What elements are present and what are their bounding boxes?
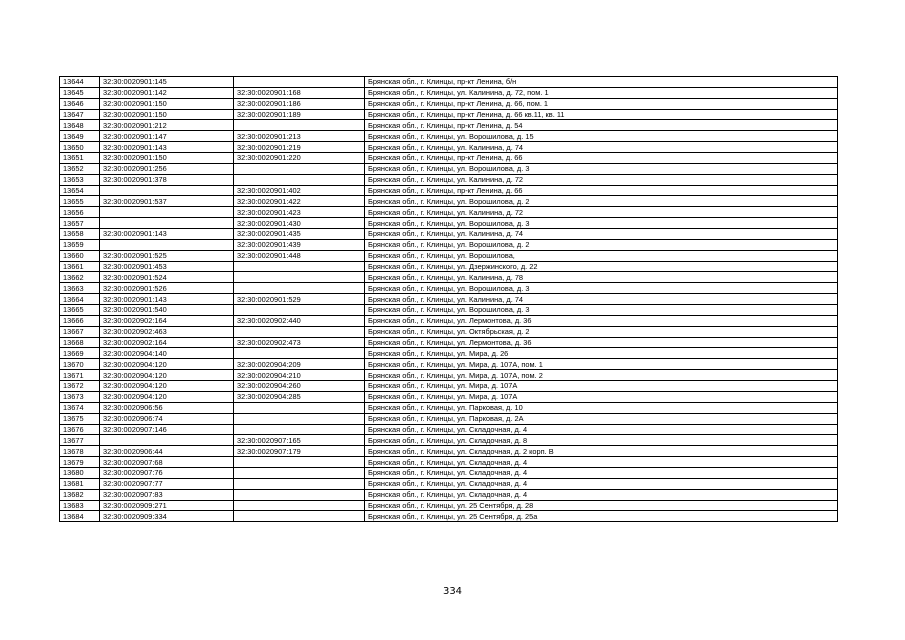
object-cadastral-cell <box>234 500 365 511</box>
address-cell: Брянская обл., г. Клинцы, ул. 25 Сентября, д. 25а <box>365 511 838 522</box>
address-cell: Брянская обл., г. Клинцы, ул. Дзержинского, д. 22 <box>365 261 838 272</box>
cadastral-number-cell: 32:30:0020906:56 <box>100 402 234 413</box>
cadastral-number-cell: 32:30:0020902:164 <box>100 315 234 326</box>
address-cell: Брянская обл., г. Клинцы, пр-кт Ленина, д. 66 <box>365 185 838 196</box>
object-cadastral-cell: 32:30:0020907:179 <box>234 446 365 457</box>
row-number-cell: 13669 <box>60 348 100 359</box>
object-cadastral-cell <box>234 120 365 131</box>
row-number-cell: 13655 <box>60 196 100 207</box>
cadastral-number-cell: 32:30:0020907:76 <box>100 467 234 478</box>
object-cadastral-cell: 32:30:0020904:285 <box>234 391 365 402</box>
row-number-cell: 13666 <box>60 315 100 326</box>
cadastral-number-cell: 32:30:0020907:77 <box>100 478 234 489</box>
address-cell: Брянская обл., г. Клинцы, пр-кт Ленина, б/н <box>365 77 838 88</box>
cadastral-number-cell: 32:30:0020901:143 <box>100 142 234 153</box>
object-cadastral-cell: 32:30:0020901:439 <box>234 239 365 250</box>
table-row <box>60 402 838 413</box>
object-cadastral-cell: 32:30:0020901:219 <box>234 142 365 153</box>
row-number-cell: 13674 <box>60 402 100 413</box>
table-row <box>60 250 838 261</box>
row-number-cell: 13682 <box>60 489 100 500</box>
row-number-cell: 13658 <box>60 229 100 240</box>
cadastral-number-cell: 32:30:0020901:150 <box>100 153 234 164</box>
row-number-cell: 13684 <box>60 511 100 522</box>
object-cadastral-cell <box>234 272 365 283</box>
address-cell: Брянская обл., г. Клинцы, ул. Мира, д. 107А, пом. 2 <box>365 370 838 381</box>
row-number-cell: 13651 <box>60 153 100 164</box>
table-row <box>60 435 838 446</box>
row-number-cell: 13656 <box>60 207 100 218</box>
table-row <box>60 511 838 522</box>
table-row <box>60 359 838 370</box>
row-number-cell: 13670 <box>60 359 100 370</box>
address-cell: Брянская обл., г. Клинцы, пр-кт Ленина, д. 66 <box>365 153 838 164</box>
cadastral-number-cell: 32:30:0020901:378 <box>100 174 234 185</box>
object-cadastral-cell <box>234 348 365 359</box>
cadastral-number-cell: 32:30:0020902:164 <box>100 337 234 348</box>
object-cadastral-cell: 32:30:0020901:220 <box>234 153 365 164</box>
object-cadastral-cell <box>234 424 365 435</box>
row-number-cell: 13677 <box>60 435 100 446</box>
cadastral-number-cell: 32:30:0020902:463 <box>100 326 234 337</box>
cadastral-number-cell <box>100 239 234 250</box>
row-number-cell: 13650 <box>60 142 100 153</box>
address-cell: Брянская обл., г. Клинцы, ул. Мира, д. 26 <box>365 348 838 359</box>
object-cadastral-cell: 32:30:0020901:402 <box>234 185 365 196</box>
cadastral-number-cell: 32:30:0020901:145 <box>100 77 234 88</box>
address-cell: Брянская обл., г. Клинцы, ул. Ворошилова, д. 3 <box>365 305 838 316</box>
address-cell: Брянская обл., г. Клинцы, ул. Парковая, д. 2А <box>365 413 838 424</box>
address-cell: Брянская обл., г. Клинцы, ул. 25 Сентября, д. 28 <box>365 500 838 511</box>
cadastral-number-cell: 32:30:0020901:212 <box>100 120 234 131</box>
cadastral-number-cell: 32:30:0020901:143 <box>100 294 234 305</box>
table-row <box>60 500 838 511</box>
object-cadastral-cell <box>234 457 365 468</box>
object-cadastral-cell: 32:30:0020902:473 <box>234 337 365 348</box>
row-number-cell: 13652 <box>60 163 100 174</box>
cadastral-number-cell <box>100 218 234 229</box>
object-cadastral-cell <box>234 305 365 316</box>
address-cell: Брянская обл., г. Клинцы, ул. Ворошилова, д. 2 <box>365 239 838 250</box>
row-number-cell: 13657 <box>60 218 100 229</box>
row-number-cell: 13659 <box>60 239 100 250</box>
cadastral-number-cell: 32:30:0020901:256 <box>100 163 234 174</box>
address-cell: Брянская обл., г. Клинцы, ул. Калинина, д. 74 <box>365 142 838 153</box>
cadastral-number-cell: 32:30:0020901:147 <box>100 131 234 142</box>
object-cadastral-cell <box>234 413 365 424</box>
table-row <box>60 370 838 381</box>
table-row <box>60 207 838 218</box>
page-number: 334 <box>442 586 463 597</box>
cadastral-number-cell: 32:30:0020909:271 <box>100 500 234 511</box>
object-cadastral-cell <box>234 478 365 489</box>
table-body <box>60 77 838 522</box>
cadastral-number-cell: 32:30:0020904:120 <box>100 370 234 381</box>
object-cadastral-cell: 32:30:0020901:422 <box>234 196 365 207</box>
object-cadastral-cell: 32:30:0020901:168 <box>234 87 365 98</box>
object-cadastral-cell: 32:30:0020901:430 <box>234 218 365 229</box>
row-number-cell: 13680 <box>60 467 100 478</box>
row-number-cell: 13662 <box>60 272 100 283</box>
cadastral-number-cell: 32:30:0020904:140 <box>100 348 234 359</box>
object-cadastral-cell: 32:30:0020904:209 <box>234 359 365 370</box>
address-cell: Брянская обл., г. Клинцы, ул. Складочная, д. 4 <box>365 457 838 468</box>
object-cadastral-cell <box>234 326 365 337</box>
row-number-cell: 13675 <box>60 413 100 424</box>
address-cell: Брянская обл., г. Клинцы, ул. Калинина, д. 78 <box>365 272 838 283</box>
address-cell: Брянская обл., г. Клинцы, ул. Складочная, д. 2 корп. В <box>365 446 838 457</box>
cadastral-number-cell: 32:30:0020901:524 <box>100 272 234 283</box>
table-row <box>60 120 838 131</box>
table-row <box>60 153 838 164</box>
table-row <box>60 283 838 294</box>
address-cell: Брянская обл., г. Клинцы, пр-кт Ленина, д. 54 <box>365 120 838 131</box>
row-number-cell: 13676 <box>60 424 100 435</box>
table-row <box>60 174 838 185</box>
cadastral-number-cell <box>100 435 234 446</box>
object-cadastral-cell: 32:30:0020907:165 <box>234 435 365 446</box>
address-cell: Брянская обл., г. Клинцы, ул. Ворошилова, д. 3 <box>365 218 838 229</box>
object-cadastral-cell <box>234 402 365 413</box>
object-cadastral-cell <box>234 174 365 185</box>
cadastral-number-cell: 32:30:0020904:120 <box>100 391 234 402</box>
row-number-cell: 13668 <box>60 337 100 348</box>
object-cadastral-cell <box>234 467 365 478</box>
address-cell: Брянская обл., г. Клинцы, ул. Ворошилова, д. 15 <box>365 131 838 142</box>
object-cadastral-cell: 32:30:0020904:210 <box>234 370 365 381</box>
object-cadastral-cell: 32:30:0020901:186 <box>234 98 365 109</box>
table-row <box>60 478 838 489</box>
cadastral-table <box>59 76 838 522</box>
address-cell: Брянская обл., г. Клинцы, ул. Складочная, д. 4 <box>365 478 838 489</box>
address-cell: Брянская обл., г. Клинцы, ул. Калинина, д. 72 <box>365 174 838 185</box>
cadastral-number-cell: 32:30:0020904:120 <box>100 359 234 370</box>
table-row <box>60 315 838 326</box>
address-cell: Брянская обл., г. Клинцы, ул. Калинина, д. 74 <box>365 229 838 240</box>
object-cadastral-cell: 32:30:0020901:189 <box>234 109 365 120</box>
row-number-cell: 13647 <box>60 109 100 120</box>
address-cell: Брянская обл., г. Клинцы, ул. Ворошилова, д. 3 <box>365 163 838 174</box>
cadastral-number-cell: 32:30:0020901:525 <box>100 250 234 261</box>
row-number-cell: 13673 <box>60 391 100 402</box>
address-cell: Брянская обл., г. Клинцы, пр-кт Ленина, д. 66 кв.11, кв. 11 <box>365 109 838 120</box>
cadastral-number-cell: 32:30:0020906:44 <box>100 446 234 457</box>
address-cell: Брянская обл., г. Клинцы, ул. Мира, д. 107А, пом. 1 <box>365 359 838 370</box>
row-number-cell: 13654 <box>60 185 100 196</box>
address-cell: Брянская обл., г. Клинцы, ул. Мира, д. 107А <box>365 391 838 402</box>
object-cadastral-cell: 32:30:0020904:260 <box>234 381 365 392</box>
object-cadastral-cell: 32:30:0020902:440 <box>234 315 365 326</box>
address-cell: Брянская обл., г. Клинцы, ул. Складочная, д. 4 <box>365 467 838 478</box>
row-number-cell: 13661 <box>60 261 100 272</box>
row-number-cell: 13683 <box>60 500 100 511</box>
address-cell: Брянская обл., г. Клинцы, пр-кт Ленина, д. 66, пом. 1 <box>365 98 838 109</box>
address-cell: Брянская обл., г. Клинцы, ул. Парковая, д. 10 <box>365 402 838 413</box>
cadastral-number-cell: 32:30:0020907:146 <box>100 424 234 435</box>
row-number-cell: 13679 <box>60 457 100 468</box>
table-row <box>60 457 838 468</box>
address-cell: Брянская обл., г. Клинцы, ул. Лермонтова, д. 36 <box>365 337 838 348</box>
table-row <box>60 77 838 88</box>
table-row <box>60 185 838 196</box>
table-row <box>60 239 838 250</box>
address-cell: Брянская обл., г. Клинцы, ул. Калинина, д. 72, пом. 1 <box>365 87 838 98</box>
cadastral-number-cell <box>100 185 234 196</box>
address-cell: Брянская обл., г. Клинцы, ул. Ворошилова, <box>365 250 838 261</box>
object-cadastral-cell <box>234 489 365 500</box>
cadastral-number-cell: 32:30:0020901:150 <box>100 98 234 109</box>
row-number-cell: 13665 <box>60 305 100 316</box>
cadastral-number-cell <box>100 207 234 218</box>
table-row <box>60 229 838 240</box>
row-number-cell: 13681 <box>60 478 100 489</box>
row-number-cell: 13667 <box>60 326 100 337</box>
table-row <box>60 326 838 337</box>
table-row <box>60 294 838 305</box>
table-row <box>60 381 838 392</box>
object-cadastral-cell <box>234 261 365 272</box>
cadastral-number-cell: 32:30:0020907:68 <box>100 457 234 468</box>
cadastral-number-cell: 32:30:0020904:120 <box>100 381 234 392</box>
table-row <box>60 489 838 500</box>
table-row <box>60 391 838 402</box>
object-cadastral-cell <box>234 511 365 522</box>
address-cell: Брянская обл., г. Клинцы, ул. Лермонтова, д. 36 <box>365 315 838 326</box>
table-row <box>60 261 838 272</box>
object-cadastral-cell: 32:30:0020901:529 <box>234 294 365 305</box>
table-row <box>60 424 838 435</box>
row-number-cell: 13664 <box>60 294 100 305</box>
row-number-cell: 13653 <box>60 174 100 185</box>
address-cell: Брянская обл., г. Клинцы, ул. Складочная, д. 4 <box>365 424 838 435</box>
object-cadastral-cell <box>234 283 365 294</box>
address-cell: Брянская обл., г. Клинцы, ул. Калинина, д. 72 <box>365 207 838 218</box>
row-number-cell: 13646 <box>60 98 100 109</box>
table-row <box>60 348 838 359</box>
cadastral-number-cell: 32:30:0020906:74 <box>100 413 234 424</box>
cadastral-number-cell: 32:30:0020901:150 <box>100 109 234 120</box>
row-number-cell: 13648 <box>60 120 100 131</box>
address-cell: Брянская обл., г. Клинцы, ул. Ворошилова, д. 3 <box>365 283 838 294</box>
cadastral-number-cell: 32:30:0020901:453 <box>100 261 234 272</box>
address-cell: Брянская обл., г. Клинцы, ул. Мира, д. 107А <box>365 381 838 392</box>
cadastral-number-cell: 32:30:0020909:334 <box>100 511 234 522</box>
row-number-cell: 13644 <box>60 77 100 88</box>
row-number-cell: 13678 <box>60 446 100 457</box>
table-row <box>60 196 838 207</box>
cadastral-number-cell: 32:30:0020901:142 <box>100 87 234 98</box>
address-cell: Брянская обл., г. Клинцы, ул. Складочная, д. 4 <box>365 489 838 500</box>
table-row <box>60 142 838 153</box>
row-number-cell: 13645 <box>60 87 100 98</box>
row-number-cell: 13671 <box>60 370 100 381</box>
address-cell: Брянская обл., г. Клинцы, ул. Ворошилова, д. 2 <box>365 196 838 207</box>
table-row <box>60 109 838 120</box>
address-cell: Брянская обл., г. Клинцы, ул. Калинина, д. 74 <box>365 294 838 305</box>
table-row <box>60 98 838 109</box>
cadastral-number-cell: 32:30:0020901:540 <box>100 305 234 316</box>
address-cell: Брянская обл., г. Клинцы, ул. Складочная, д. 8 <box>365 435 838 446</box>
object-cadastral-cell <box>234 163 365 174</box>
row-number-cell: 13649 <box>60 131 100 142</box>
table-row <box>60 272 838 283</box>
cadastral-number-cell: 32:30:0020901:526 <box>100 283 234 294</box>
object-cadastral-cell: 32:30:0020901:448 <box>234 250 365 261</box>
object-cadastral-cell: 32:30:0020901:213 <box>234 131 365 142</box>
table-row <box>60 446 838 457</box>
table-row <box>60 131 838 142</box>
cadastral-number-cell: 32:30:0020901:143 <box>100 229 234 240</box>
object-cadastral-cell <box>234 77 365 88</box>
row-number-cell: 13672 <box>60 381 100 392</box>
table-row <box>60 163 838 174</box>
table-row <box>60 413 838 424</box>
cadastral-number-cell: 32:30:0020901:537 <box>100 196 234 207</box>
address-cell: Брянская обл., г. Клинцы, ул. Октябрьская, д. 2 <box>365 326 838 337</box>
row-number-cell: 13660 <box>60 250 100 261</box>
table-row <box>60 87 838 98</box>
row-number-cell: 13663 <box>60 283 100 294</box>
object-cadastral-cell: 32:30:0020901:423 <box>234 207 365 218</box>
table-row <box>60 467 838 478</box>
table-row <box>60 337 838 348</box>
table-row <box>60 305 838 316</box>
table-row <box>60 218 838 229</box>
object-cadastral-cell: 32:30:0020901:435 <box>234 229 365 240</box>
cadastral-number-cell: 32:30:0020907:83 <box>100 489 234 500</box>
